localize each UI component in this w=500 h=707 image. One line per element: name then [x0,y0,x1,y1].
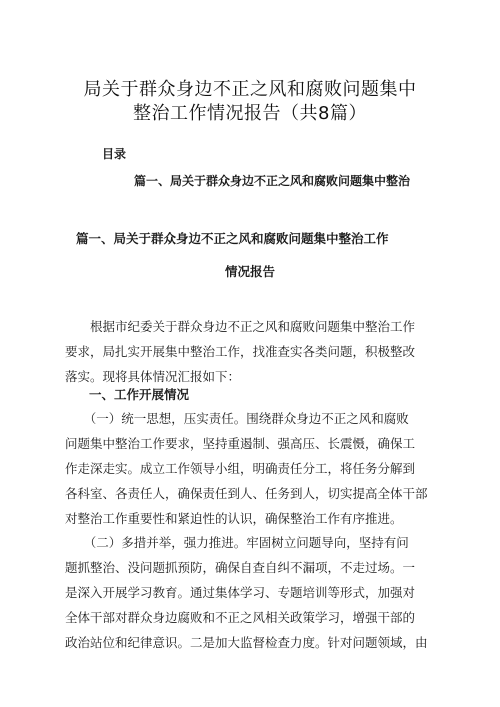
toc-label: 目录 [102,147,127,161]
section-title-line-1: 篇一、局关于群众身边不正之风和腐败问题集中整治工作 [76,231,389,246]
paragraph-line: 政治站位和纪律意识。二是加大监督检查力度。针对问题领域，由 [65,635,428,650]
paragraph-line: 对整治工作重要性和紧迫性的认识，确保整治工作有序推进。 [65,511,403,526]
paragraph-line: 全体干部对群众身边腐败和不正之风相关政策学习，增强干部的 [65,610,416,625]
paragraph-line: 题抓整治、没问题抓预防，确保自查自纠不漏项，不走过场。一 [65,560,416,575]
section-heading-1: 一、工作开展情况 [89,387,190,402]
document-title-line-2: 整治工作情况报告（共8篇） [133,103,367,124]
paragraph-line: 各科室、各责任人，确保责任到人、任务到人，切实提高全体干部 [65,486,428,501]
paragraph-1 [65,406,437,531]
paragraph-line: 问题集中整治工作要求，坚持重遏制、强高压、长震慑，确保工 [65,436,416,451]
paragraph-2 [65,530,437,655]
paragraph-line: 作走深走实。成立工作领导小组，明确责任分工，将任务分解到 [65,461,416,476]
paragraph-line: 是深入开展学习教育。通过集体学习、专题培训等形式，加强对 [65,585,416,600]
section-title-line-2: 情况报告 [224,264,275,279]
document-title-line-1: 局关于群众身边不正之风和腐败问题集中 [83,79,417,100]
paragraph-line: （一）统一思想，压实责任。围绕群众身边不正之风和腐败 [65,411,409,426]
intro-line: 要求，局扎实开展集中整治工作，找准查实各类问题，积极整改 [65,344,416,359]
intro-line: 落实。现将具体情况汇报如下： [65,369,241,384]
intro-paragraph [65,314,437,389]
paragraph-line: （二）多措并举，强力推进。牢固树立问题导向，坚持有问 [65,535,409,550]
toc-item[interactable]: 篇一、局关于群众身边不正之风和腐败问题集中整治 [134,174,411,188]
intro-line: 根据市纪委关于群众身边不正之风和腐败问题集中整治工作 [65,319,416,334]
